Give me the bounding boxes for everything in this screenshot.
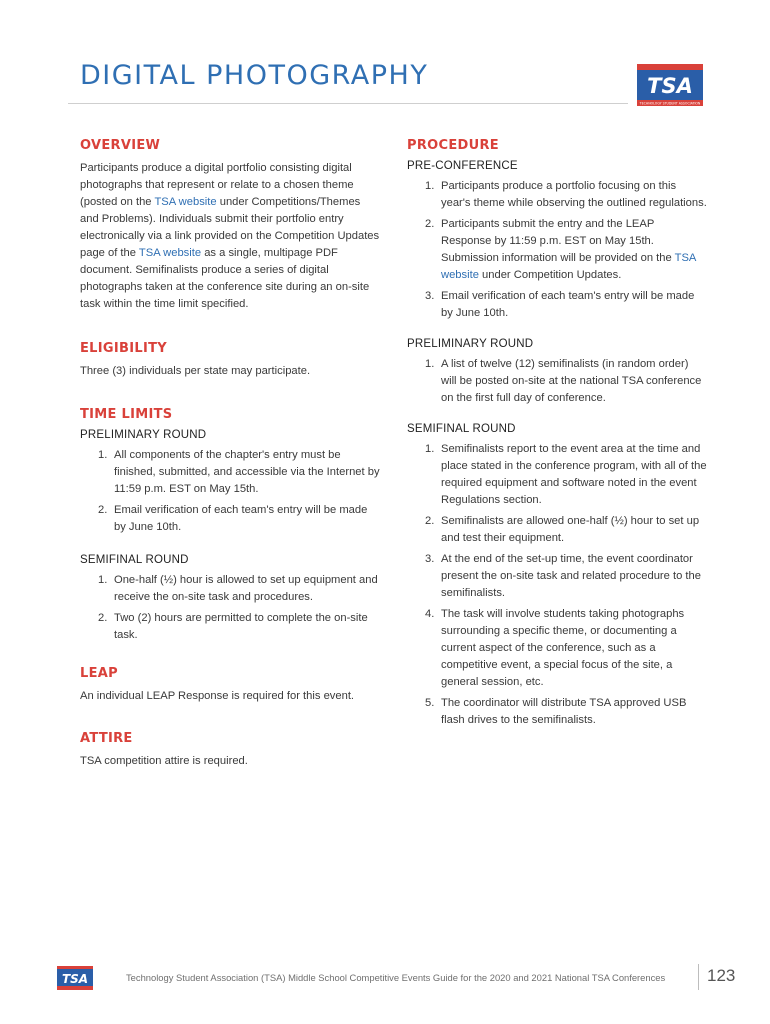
list-item: 1. Semifinalists report to the event area at the time and place stated in the conference program, with all of the required equipment and software noted in the event Regulations section. [425,443,707,506]
list-item: 2. Participants submit the entry and the LEAP Response by 11:59 p.m. EST on May 15th. Submission information will be provided on the TSA website under Competition Updates. [425,218,696,281]
svg-text:TECHNOLOGY STUDENT ASSOCIATION: TECHNOLOGY STUDENT ASSOCIATION [639,101,701,106]
footer-text: Technology Student Association (TSA) Middle School Competitive Events Guide for the 2020 and 2021 National TSA Conferences [126,972,666,983]
page-title: DIGITAL PHOTOGRAPHY [80,60,429,91]
title-divider [68,103,628,104]
eligibility-text: Three (3) individuals per state may participate. [80,365,311,377]
page-number: 123 [707,966,736,985]
tsa-website-link[interactable]: TSA website [441,252,696,281]
footer-tsa-logo [57,966,93,990]
list-item: 5. The coordinator will distribute TSA approved USB flash drives to the semifinalists. [425,697,687,726]
list-item: 4. The task will involve students taking photographs surrounding a specific theme, or documenting a current aspect of the conference, such as a competitive event, a special focus of the site, a general session, etc. [425,608,685,688]
tsa-website-link[interactable]: TSA website [154,196,217,208]
time-limits-heading: TIME LIMITS [80,407,173,422]
list-item: 1. One-half (½) hour is allowed to set up equipment and receive the on-site task and procedures. [98,574,378,603]
attire-text: TSA competition attire is required. [80,755,248,767]
leap-text: An individual LEAP Response is required for this event. [80,690,355,702]
overview-heading: OVERVIEW [80,138,161,153]
preliminary-round-heading: PRELIMINARY ROUND [407,338,534,350]
semifinal-round-heading: SEMIFINAL ROUND [407,423,516,435]
svg-text:TSA: TSA [61,972,89,986]
pre-conference-list [407,178,707,322]
procedure-heading: PROCEDURE [407,138,499,153]
attire-heading: ATTIRE [80,731,133,746]
leap-heading: LEAP [80,666,118,681]
list-item: 1. A list of twelve (12) semifinalists (in random order) will be posted on-site at the national TSA conference on the first full day of conference. [425,358,702,404]
list-item: 2. Two (2) hours are permitted to complete the on-site task. [98,612,368,641]
time-limits-preliminary-list [80,447,380,536]
left-column [80,138,380,770]
procedure-semifinal-list [407,441,707,729]
list-item: 3. At the end of the set-up time, the event coordinator present the on-site task and related procedure to the semifinalists. [425,553,701,599]
list-item: 1. All components of the chapter's entry must be finished, submitted, and accessible via the Internet by 11:59 p.m. EST on May 15th. [98,449,380,495]
list-item: 3. Email verification of each team's entry will be made by June 10th. [425,290,695,319]
svg-text:TSA: TSA [647,74,693,98]
tsa-website-link[interactable]: TSA website [138,247,202,259]
eligibility-heading: ELIGIBILITY [80,341,167,356]
page-number-divider [698,964,699,990]
procedure-preliminary-list [407,356,707,407]
pre-conference-heading: PRE-CONFERENCE [407,160,518,172]
tsa-logo [637,64,703,106]
preliminary-round-heading: PRELIMINARY ROUND [80,429,207,441]
semifinal-round-heading: SEMIFINAL ROUND [80,554,189,566]
time-limits-semifinal-list [80,572,380,644]
overview-text: Participants produce a digital portfolio consisting digital photographs that represent or relate to a chosen theme (posted on the TSA website under Competitions/Themes and Problems). Individuals submit their portfolio entry electronically via a link provided on the Competition Updates page of the TSA website as a single, multipage PDF document. Semifinalists produce a series of digital photographs taken at the conference site during an on-site task within the time limit specified. [80,162,380,310]
list-item: 2. Email verification of each team's entry will be made by June 10th. [98,504,368,533]
list-item: 2. Semifinalists are allowed one-half (½) hour to set up and test their equipment. [425,515,700,544]
list-item: 1. Participants produce a portfolio focusing on this year's theme while observing the outlined regulations. [425,180,707,209]
right-column [407,138,707,733]
